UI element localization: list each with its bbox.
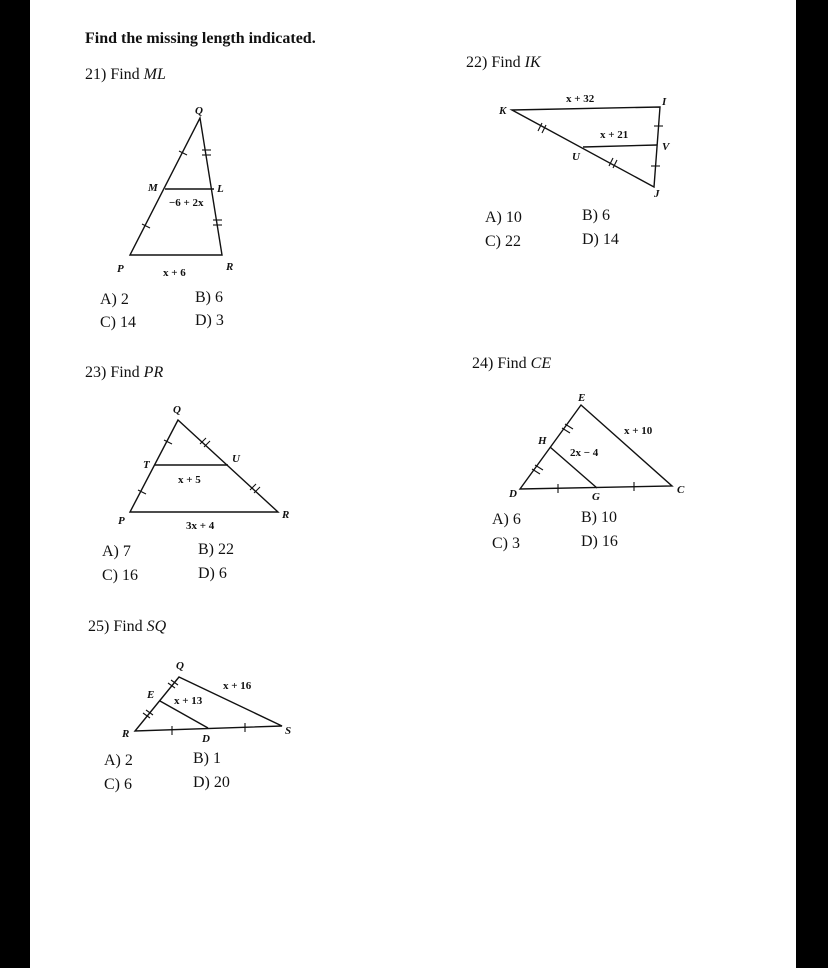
- p23-choice-b: B) 22: [198, 541, 234, 558]
- p23-choice-d: D) 6: [198, 565, 227, 582]
- worksheet-header: Find the missing length indicated.: [85, 30, 316, 47]
- p21-label-p: P: [117, 263, 124, 275]
- p23-label-q: Q: [173, 404, 181, 416]
- p24-choice-a: A) 6: [492, 511, 521, 528]
- p25-expr-mid: x + 13: [174, 695, 203, 707]
- p22-label-v: V: [662, 141, 670, 153]
- problem-25-target: SQ: [146, 618, 167, 635]
- p24-label-g: G: [592, 491, 600, 503]
- p23-label-u: U: [232, 453, 240, 465]
- p21-choice-c: C) 14: [100, 314, 136, 331]
- p25-label-s: S: [285, 725, 292, 737]
- problem-24-prompt: Find: [497, 355, 527, 372]
- p21-label-m: M: [148, 182, 158, 194]
- p21-label-q: Q: [195, 105, 203, 117]
- problem-22-number: 22): [466, 54, 488, 71]
- problem-21-target: ML: [143, 66, 166, 83]
- worksheet-page: [30, 0, 796, 968]
- p21-label-l: L: [217, 183, 224, 195]
- p24-choice-c: C) 3: [492, 535, 520, 552]
- p25-choice-c: C) 6: [104, 776, 132, 793]
- p25-triangle: [135, 677, 282, 731]
- p22-choice-c: C) 22: [485, 233, 521, 250]
- p23-label-r: R: [282, 509, 290, 521]
- p25-choice-b: B) 1: [193, 750, 221, 767]
- p25-choice-a: A) 2: [104, 752, 133, 769]
- p23-label-p: P: [118, 515, 125, 527]
- p22-label-u: U: [572, 151, 580, 163]
- p22-label-i: I: [662, 96, 667, 108]
- p21-choice-d: D) 3: [195, 312, 224, 329]
- p21-expr-mid: −6 + 2x: [169, 197, 204, 209]
- p24-label-h: H: [538, 435, 547, 447]
- problem-25-diagram: [30, 0, 796, 968]
- problem-23-target: PR: [143, 364, 164, 381]
- p24-expr-mid: 2x − 4: [570, 447, 599, 459]
- p21-choice-a: A) 2: [100, 291, 129, 308]
- p22-choice-a: A) 10: [485, 209, 522, 226]
- p24-label-c: C: [677, 484, 685, 496]
- problem-25-number: 25): [88, 618, 110, 635]
- problem-23-prompt: Find: [110, 364, 140, 381]
- p23-expr-base: 3x + 4: [186, 520, 215, 532]
- p23-choice-c: C) 16: [102, 567, 138, 584]
- p25-expr-side: x + 16: [223, 680, 252, 692]
- problem-24-number: 24): [472, 355, 494, 372]
- problem-21-prompt: Find: [110, 66, 140, 83]
- p22-choice-b: B) 6: [582, 207, 610, 224]
- problem-22-target: IK: [524, 54, 541, 71]
- p24-choice-d: D) 16: [581, 533, 618, 550]
- problem-23-number: 23): [85, 364, 107, 381]
- p21-label-r: R: [226, 261, 234, 273]
- p24-choice-b: B) 10: [581, 509, 617, 526]
- p22-expr-mid: x + 21: [600, 129, 629, 141]
- p22-choice-d: D) 14: [582, 231, 619, 248]
- p25-choice-d: D) 20: [193, 774, 230, 791]
- p24-label-d: D: [509, 488, 517, 500]
- p23-expr-mid: x + 5: [178, 474, 201, 486]
- p25-label-d: D: [202, 733, 210, 745]
- p22-label-j: J: [654, 188, 660, 200]
- p25-tick: [171, 680, 178, 685]
- p25-label-q: Q: [176, 660, 184, 672]
- p25-label-e: E: [147, 689, 155, 701]
- p21-expr-base: x + 6: [163, 267, 186, 279]
- p24-label-e: E: [578, 392, 586, 404]
- problem-25-prompt: Find: [113, 618, 143, 635]
- problem-22-prompt: Find: [491, 54, 521, 71]
- problem-24-target: CE: [530, 355, 552, 372]
- p23-label-t: T: [143, 459, 150, 471]
- p23-choice-a: A) 7: [102, 543, 131, 560]
- p25-label-r: R: [122, 728, 130, 740]
- p22-label-k: K: [499, 105, 507, 117]
- p21-choice-b: B) 6: [195, 289, 223, 306]
- problem-21-number: 21): [85, 66, 107, 83]
- p24-expr-side: x + 10: [624, 425, 653, 437]
- p22-expr-top: x + 32: [566, 93, 595, 105]
